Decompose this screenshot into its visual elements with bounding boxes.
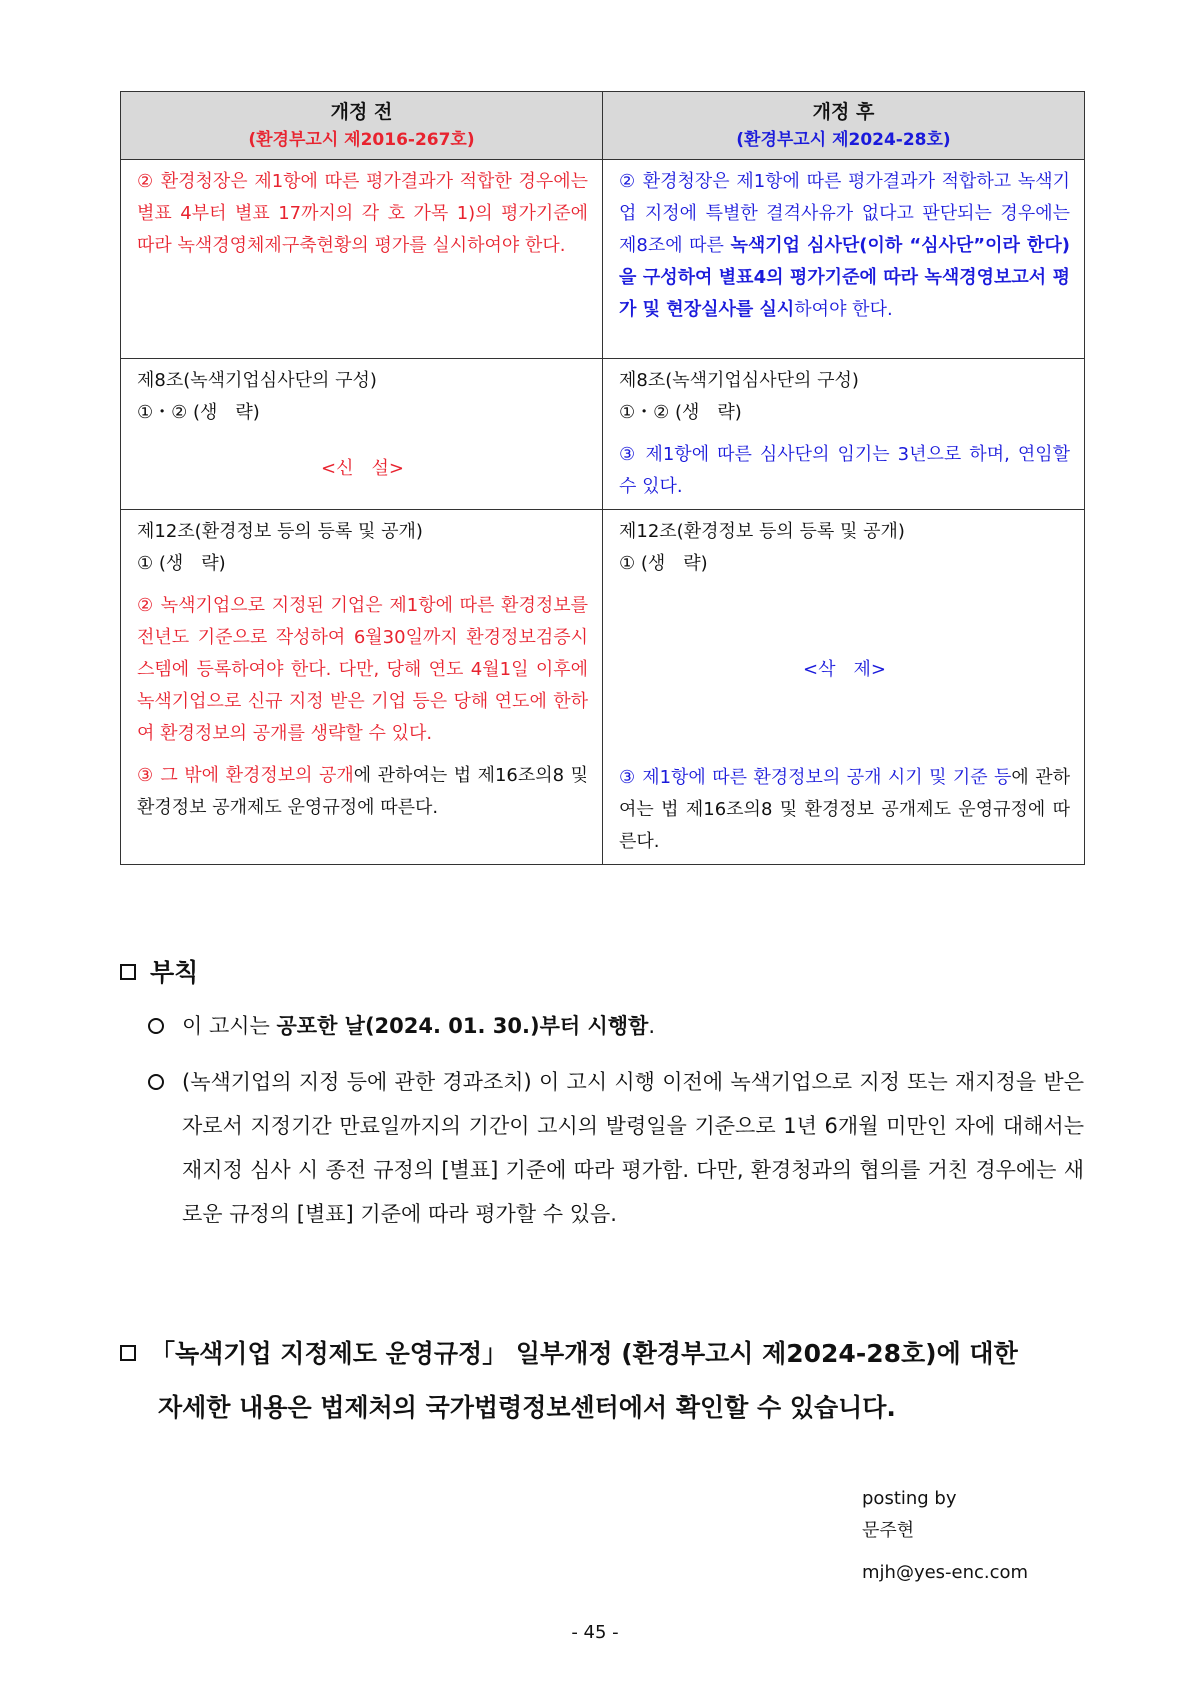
posting-name: 문주현 [862,1520,915,1541]
row1-after-text-a: ② 환경청장은 제1항에 따른 평가결과가 적합하고 녹색기업 지정에 특별한 결격사유가 없다고 판단되는 경우에는 제8조에 따른 [619,171,1070,256]
posting-info [862,1483,1028,1589]
before-header-title: 개정 전 [330,101,393,123]
table-row [121,510,1085,865]
row1-after-text [619,166,1070,326]
list-item [120,1060,1084,1236]
supplementary-heading-text: 부칙 [150,958,199,987]
row2-after-title: 제8조(녹색기업심사단의 구성) [619,370,859,391]
row3-before-omit: ① (생 략) [137,553,226,574]
row2-before-title: 제8조(녹색기업심사단의 구성) [137,370,377,391]
item1-post: . [648,1014,656,1038]
row3-after-cell [603,510,1085,865]
row3-after-deleted: <삭 제> [803,659,886,680]
row2-after-omit: ①・② (생 략) [619,402,742,423]
row2-before-cell [121,359,603,510]
supplementary-item1 [182,1004,1084,1048]
row2-before-new: <신 설> [321,458,404,479]
row3-after-title: 제12조(환경정보 등의 등록 및 공개) [619,521,905,542]
row3-before-cell [121,510,603,865]
circle-bullet-icon [148,1074,164,1090]
supplementary-heading [120,956,1084,990]
row3-after-p3-blue: ③ 제1항에 따른 환경정보의 공개 시기 및 기준 등 [619,767,1012,788]
table-row [121,359,1085,510]
row2-after-cell [603,359,1085,510]
row3-before-p3-black: 에 관하여는 법 제16조의8 및 환경정보 공개제도 운영규정에 따른다. [137,765,589,818]
page-number: - 45 - [571,1622,619,1643]
row1-after-cell [603,160,1085,359]
row1-before-text: ② 환경청장은 제1항에 따른 평가결과가 적합한 경우에는 별표 4부터 별표 17까지의 각 호 가목 1)의 평가기준에 따라 녹색경영체제구축현황의 평가를 실시하여야 한다. [137,171,588,256]
before-header-subtitle: (환경부고시 제2016-267호) [248,130,475,150]
row3-before-p2: ② 녹색기업으로 지정된 기업은 제1항에 따른 환경정보를 전년도 기준으로 작성하여 6월30일까지 환경정보검증시스템에 등록하여야 한다. 다만, 당해 연도 4월1일 이후에 녹색기업으로 신규 지정 받은 기업 등은 당해 연도에 한하여 환경정보의 공개를 생략할 수 있다. [137,595,588,744]
before-header [121,92,603,160]
after-header [603,92,1085,160]
row3-before-title: 제12조(환경정보 등의 등록 및 공개) [137,521,423,542]
notice-line2: 자세한 내용은 법제처의 국가법령정보센터에서 확인할 수 있습니다. [158,1393,896,1422]
checkbox-square-icon [120,1345,136,1361]
supplementary-section [120,956,1084,1236]
row3-before-p3 [137,760,588,824]
row3-after-p3 [619,762,1070,858]
row1-before-cell [121,160,603,359]
list-item [120,1004,1084,1048]
row2-after-new: ③ 제1항에 따른 심사단의 임기는 3년으로 하며, 연임할 수 있다. [619,444,1070,497]
notice [120,1327,1084,1435]
posting-label: posting by [862,1488,957,1509]
row3-after-p3-black: 에 관하여는 법 제16조의8 및 환경정보 공개제도 운영규정에 따른다. [619,767,1070,852]
supplementary-item2: (녹색기업의 지정 등에 관한 경과조치) 이 고시 시행 이전에 녹색기업으로 지정 또는 재지정을 받은 자로서 지정기간 만료일까지의 기간이 고시의 발령일을 기준으로 1년 6개월 미만인 자에 대해서는 재지정 심사 시 종전 규정의 [별표] 기준에 따라 평가함. 다만, 환경청과의 협의를 거친 경우에는 새로운 규정의 [별표] 기준에 따라 평가할 수 있음. [182,1070,1084,1226]
row3-before-p3-red: ③ 그 밖에 환경정보의 공개 [137,765,354,786]
after-header-subtitle: (환경부고시 제2024-28호) [736,130,951,150]
row1-after-text-c: 하여야 한다. [794,299,893,320]
notice-line1 [120,1327,1084,1381]
row1-after-text-bold: 녹색기업 심사단(이하 “심사단”이라 한다)을 구성하여 별표4의 평가기준에 따라 녹색경영보고서 평가 및 현장실사를 실시 [619,235,1070,320]
posting-email: mjh@yes-enc.com [862,1562,1029,1583]
checkbox-square-icon [120,964,136,980]
row3-after-omit: ① (생 략) [619,553,708,574]
circle-bullet-icon [148,1018,164,1034]
item1-bold: 공포한 날(2024. 01. 30.)부터 시행함 [276,1014,649,1038]
after-header-title: 개정 후 [812,101,875,123]
notice-line1-text: 「녹색기업 지정제도 운영규정」 일부개정 (환경부고시 제2024-28호)에 대한 [150,1339,1018,1368]
row2-before-omit: ①・② (생 략) [137,402,260,423]
table-row [121,160,1085,359]
table-header-row [121,92,1085,160]
amendment-comparison-table [120,91,1085,865]
item1-pre: 이 고시는 [182,1014,277,1038]
